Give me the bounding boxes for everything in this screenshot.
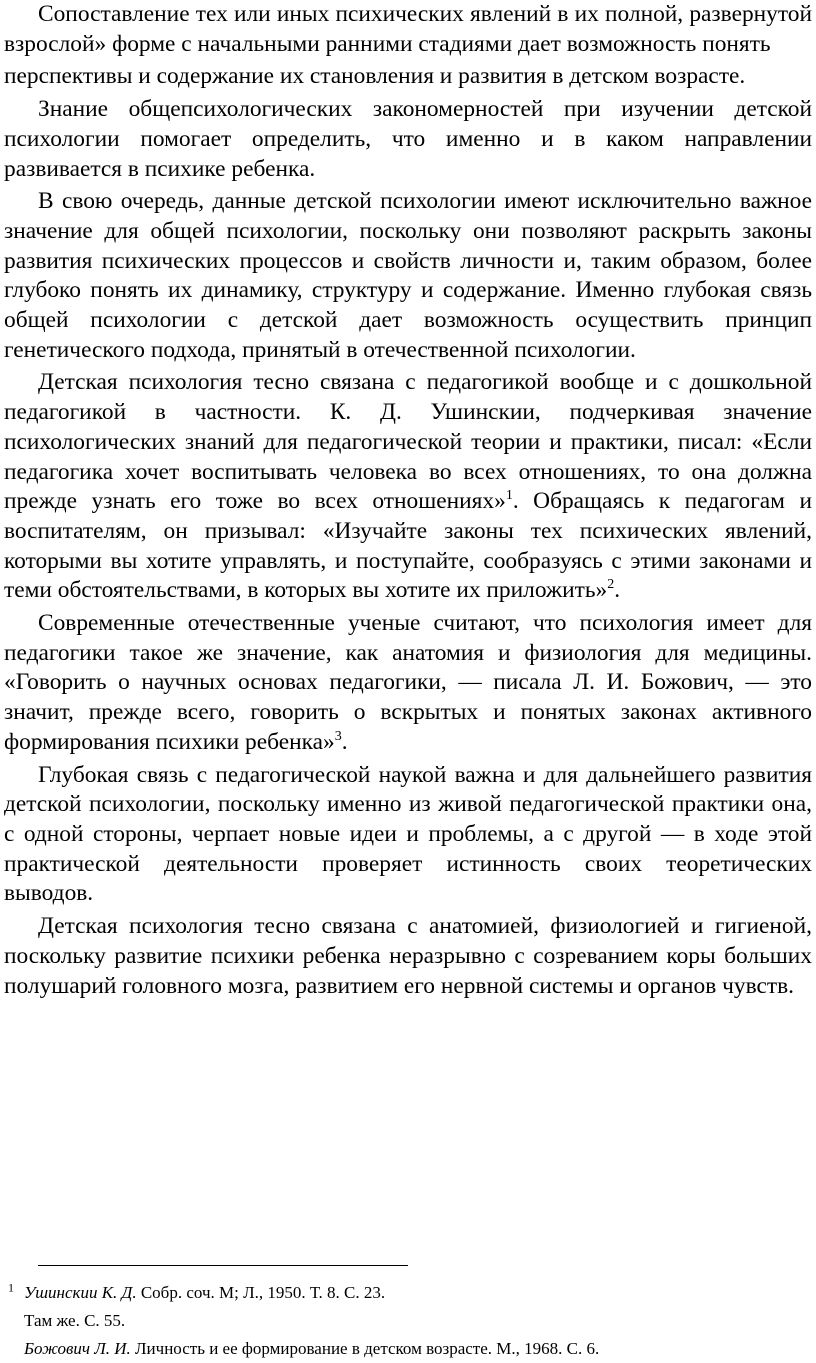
- footnote-text: Собр. соч. М; Л., 1950. Т. 8. С. 23.: [136, 1283, 386, 1302]
- body-text: [4, 0, 812, 1004]
- paragraph: В свою очередь, данные детской психологии имеют исключительно важное значение для общей психологии, поскольку они позволяют раскрыть законы развития психических процессов и свойств личности и, таким образом, более глубоко понять их динамику, структуру и содержание. Именно глубокая связь общей психологии с детской дает возможность осуществить принцип генетического подхода, принятый в отечественной психологии.: [4, 188, 812, 363]
- footnote-author: Божович Л. И.: [24, 1339, 131, 1358]
- paragraph-text: Современные отечественные ученые считают, что психология имеет для педагогики такое же значение, как анатомия и физиология для медицины. «Говорить о научных основах педагогики, — писала Л. И. Божович, — это значит, прежде всего, говорить о вскрытых и понятых законах активного формирования психики ребенка»: [4, 610, 812, 755]
- paragraph-text: Детская психология тесно связана с педагогикой вообще и с дошкольной педагогикой в частности. К. Д. Ушинскии, подчеркивая значение психологических знаний для педагогической теории и практики, писал: «Если педагогика хочет воспитывать человека во всех отношениях, то она должна прежде узнать его тоже во всех отношениях»: [4, 369, 812, 515]
- paragraph-text: .: [341, 728, 348, 755]
- footnote-ref: 2: [607, 577, 615, 593]
- paragraph-continuation: перспективы и содержание их становления и развития в детском возрасте.: [4, 63, 746, 90]
- paragraph-text: .: [614, 577, 621, 604]
- footnote-divider: [38, 1265, 408, 1266]
- footnote-ref: 3: [334, 729, 342, 745]
- footnote-text: Там же. С. 55.: [24, 1311, 126, 1330]
- footnote-author: Ушинскии К. Д.: [24, 1283, 137, 1302]
- paragraph: Глубокая связь с педагогической наукой важна и для дальнейшего развития детской психологии, поскольку именно из живой педагогической практики она, с одной стороны, черпает новые идеи и проблемы, а с другой — в ходе этой практической деятельности проверяет истинность своих теоретических выводов.: [4, 761, 812, 907]
- footnote-ref: 1: [505, 488, 513, 504]
- paragraph: Сопоставление тех или иных психических явлений в их полной, развернутой взрослой» форме с начальными ранними стадиями дает возможность понять: [4, 1, 812, 57]
- paragraph: Детская психология тесно связана с анатомией, физиологией и гигиеной, поскольку развитие психики ребенка неразрывно с созреванием коры больших полушарий головного мозга, развитием его нервной системы и органов чувств.: [4, 913, 812, 999]
- footnotes: [8, 1279, 599, 1363]
- paragraph: Знание общепсихологических закономерностей при изучении детской психологии помогает определить, что именно и в каком направлении развивается в психике ребенка.: [4, 96, 812, 182]
- footnote: [8, 1279, 599, 1307]
- footnote-number: 1: [8, 1280, 14, 1295]
- paragraph: [4, 368, 812, 606]
- paragraph-text: . Обращаясь к педагогам и воспитателям, он призывал: «Изучайте законы тех психических явлений, которыми вы хотите управлять, и поступайте, сообразуясь с этими законами и теми обстоятельствами, в которых вы хотите их приложить»: [4, 488, 812, 604]
- footnote: [8, 1307, 599, 1335]
- footnote: [8, 1335, 599, 1363]
- paragraph: [4, 609, 812, 758]
- footnote-text: Личность и ее формирование в детском возрасте. М., 1968. С. 6.: [130, 1339, 600, 1358]
